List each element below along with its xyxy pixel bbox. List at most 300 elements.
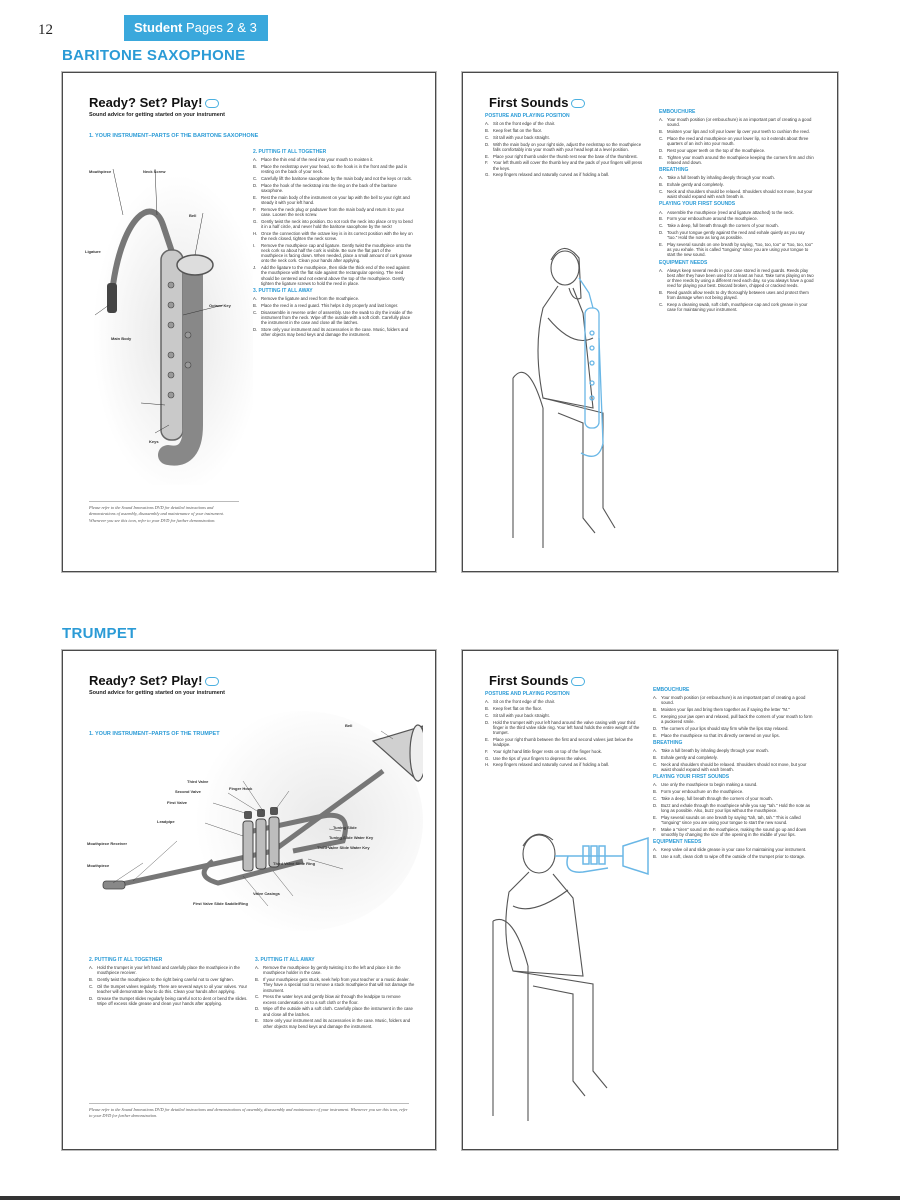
list-item-text: Make a "siren" sound on the mouthpiece, making the sound go up and down smoothly by changing the size of the opening in the middle of your lips. <box>661 826 807 837</box>
list-item-text: Store only your instrument and its accessories in the case. Music, folders and other objects may bend keys and damage the instrument. <box>263 1018 411 1029</box>
sax-technique-column <box>659 107 814 314</box>
trumpet-first-sounds-page <box>462 650 838 1150</box>
list-item <box>89 996 249 1006</box>
trumpet-ready-page <box>62 650 436 1150</box>
list-item <box>485 706 645 711</box>
page-number: 12 <box>38 22 53 38</box>
list-item-text: Grease the trumpet slides regularly being careful not to dent or bend the slides. Wipe off excess slide grease and clean your hands after applying. <box>97 996 248 1007</box>
list-item <box>485 756 645 761</box>
list-item <box>253 164 413 174</box>
list-item <box>659 268 814 289</box>
sax-posture-heading: POSTURE AND PLAYING POSITION <box>485 113 570 119</box>
sax-player-figure <box>503 238 643 558</box>
dvd-icon <box>205 99 219 108</box>
tp-label-bell: Bell <box>345 723 353 728</box>
section-list <box>659 210 814 258</box>
list-item <box>485 121 645 126</box>
list-item-text: Gently twist the mouthpiece to the right being careful not to over tighten. <box>97 977 234 983</box>
list-item <box>485 135 645 140</box>
list-item-text: Carefully lift the baritone saxophone by the main body and not the keys or rods. <box>261 176 412 181</box>
list-item-letter: F. <box>253 206 257 212</box>
list-item <box>653 733 813 738</box>
list-item-letter: B. <box>659 182 664 188</box>
sax-posture-list <box>485 121 645 177</box>
tp-together-list <box>89 965 249 1006</box>
list-item <box>485 160 645 170</box>
tp-label-mouthpiece: Mouthpiece <box>87 863 110 868</box>
list-item <box>659 223 814 228</box>
list-item-letter: C. <box>659 136 664 141</box>
tp-label-first-saddle: First Valve Slide Saddle/Ring <box>193 901 248 906</box>
list-item-text: Remove the mouthpiece cap and ligature. Gently twist the mouthpiece onto the neck cork so about half the cork is visible. Be sure the flat part of the mouthpiece is facing down. When needed, place a small amount of cork grease onto the neck cork. Clean your hands after applying. <box>261 242 413 264</box>
section-heading: PLAYING YOUR FIRST SOUNDS <box>653 774 730 781</box>
list-item-text: If your mouthpiece gets stuck, seek help from your teacher or a music dealer. They have a special tool to remove a stuck mouthpiece that will not damage the instrument. <box>263 977 415 993</box>
trumpet-parts-heading: 1. YOUR INSTRUMENT–PARTS OF THE TRUMPET <box>89 731 220 737</box>
list-item-text: Sit on the front edge of the chair. <box>493 121 556 127</box>
list-item-letter: H. <box>485 762 490 768</box>
sax-posture-column <box>485 111 645 179</box>
list-item-text: Gently twist the neck into position. Do not rock the neck into place or try to bend it in a half circle, and never hold the baritone saxophone by the neck! <box>261 218 413 229</box>
list-item-letter: E. <box>653 732 658 738</box>
list-item-letter: E. <box>659 242 664 247</box>
list-item-text: Add the ligature to the mouthpiece, then slide the thick end of the reed against the mouthpiece with the flat side against the rectangular opening. The reed should be centered and not extend above the top of the mouthpiece. Gently tighten the ligature screws to hold the reed in place. <box>261 265 410 286</box>
list-item-text: Take a deep, full breath through the corners of your mouth. <box>661 796 773 801</box>
list-item-letter: C. <box>653 761 658 767</box>
tp-label-first-valve: First Valve <box>167 800 188 805</box>
list-item-text: Place your right thumb between the first and second valves just below the leadpipe. <box>493 736 633 747</box>
list-item-text: Your left thumb will cover the thumb key and the pads of your fingers will press the keys. <box>493 160 643 171</box>
list-item-letter: A. <box>653 695 658 701</box>
list-item-text: Wipe off the outside with a soft cloth. Carefully place the instrument in the case and close all the latches. <box>263 1006 413 1017</box>
list-item <box>485 699 645 704</box>
list-item-letter: F. <box>485 160 489 166</box>
list-item-letter: B. <box>653 755 658 760</box>
list-item-letter: A. <box>253 157 258 163</box>
list-item-letter: D. <box>659 230 664 235</box>
tp-label-tuning-water-key: Tuning Slide Water Key <box>329 835 374 840</box>
section-heading: EMBOUCHURE <box>659 109 696 115</box>
list-item-letter: A. <box>659 175 664 181</box>
list-item-text: Keep valve oil and slide grease in your case for maintaining your instrument. <box>661 847 807 853</box>
tp-posture-heading: POSTURE AND PLAYING POSITION <box>485 691 570 697</box>
sax-label-main-body: Main Body <box>111 336 132 341</box>
list-item-letter: G. <box>253 218 258 224</box>
list-item <box>653 827 813 837</box>
list-item-letter: D. <box>653 726 658 731</box>
list-item <box>485 142 645 152</box>
list-item-letter: E. <box>485 153 490 159</box>
tp-technique-column <box>653 685 813 861</box>
list-item <box>485 154 645 159</box>
list-item <box>255 1006 415 1016</box>
list-item-letter: D. <box>89 996 94 1001</box>
list-item-text: Keep fingers relaxed and naturally curved as if holding a ball. <box>493 172 610 178</box>
sax-together-list <box>253 157 413 286</box>
list-item <box>485 762 645 767</box>
list-item <box>253 231 413 241</box>
list-item-text: Take a deep, full breath through the corners of your mouth. <box>667 223 779 229</box>
bottom-rule <box>0 1196 900 1200</box>
section-heading: EMBOUCHURE <box>653 687 690 693</box>
sax-label-bell: Bell <box>189 213 197 218</box>
list-item <box>253 207 413 217</box>
sax-assembly-column <box>253 147 413 339</box>
tp-dvd-note: Please refer to the Sound Innovations DVD for detailed instructions and demonstrations of assembly, disassembly and maintenance of your instrument. Whenever you see this icon, refer to your DVD for further demonstration. <box>89 1107 408 1119</box>
sax-first-sounds-page <box>462 72 838 572</box>
list-item-letter: E. <box>653 814 658 820</box>
list-item-letter: B. <box>485 706 490 711</box>
baritone-sax-drawing <box>83 155 253 485</box>
list-item-text: Place your right thumb under the thumb rest near the base of the thumbrest. <box>493 153 638 159</box>
list-item <box>653 707 813 712</box>
list-item-text: Keep a cleaning swab, soft cloth, mouthpiece cap and cork grease in your case for maintaining your instrument. <box>667 302 808 313</box>
list-item <box>253 195 413 205</box>
tp-label-valve-casings: Valve Casings <box>253 891 280 896</box>
list-item-text: Take a full breath by inhaling deeply through your mouth. <box>667 175 775 181</box>
list-item <box>485 749 645 754</box>
list-item-text: Your right hand little finger rests on top of the finger hook. <box>493 748 603 754</box>
list-item <box>253 310 413 326</box>
tp-label-finger-hook: Finger Hook <box>229 786 253 791</box>
list-item <box>659 189 814 199</box>
list-item-letter: B. <box>659 129 664 135</box>
list-item <box>653 695 813 705</box>
list-item <box>659 175 814 180</box>
list-item-letter: C. <box>659 302 664 308</box>
list-item-letter: F. <box>653 826 657 832</box>
list-item <box>253 327 413 337</box>
list-item <box>659 182 814 187</box>
list-item <box>659 148 814 153</box>
list-item-letter: G. <box>485 755 490 761</box>
list-item-letter: F. <box>485 748 489 754</box>
section-list <box>659 268 814 313</box>
list-item-letter: E. <box>255 1018 260 1024</box>
list-item <box>653 755 813 760</box>
tp-label-mouthpiece-receiver: Mouthpiece Receiver <box>87 841 128 846</box>
list-item-text: Place the reed and mouthpiece on your lower lip, so it extends about three quarters of an inch into your mouth. <box>667 136 809 147</box>
section-heading: BREATHING <box>659 167 689 174</box>
list-item-text: Remove the neck plug or padsaver from the main body and return it to your case. Loosen the neck screw. <box>261 206 405 217</box>
list-item-letter: C. <box>653 796 658 801</box>
sax-label-keys: Keys <box>149 439 159 444</box>
list-item-letter: D. <box>253 327 258 333</box>
sax-section-heading: BARITONE SAXOPHONE <box>62 47 246 64</box>
tp-posture-list <box>485 699 645 767</box>
sax-label-neck-screw: Neck Screw <box>143 169 166 174</box>
list-item-letter: B. <box>485 128 490 133</box>
baritone-sax-figure <box>83 155 253 485</box>
list-item-text: Tighten your mouth around the mouthpiece keeping the corners firm and chin relaxed and down. <box>667 154 814 165</box>
list-item <box>253 265 413 286</box>
list-item-letter: E. <box>485 736 490 742</box>
trumpet-drawing <box>93 711 423 951</box>
list-item-letter: A. <box>255 965 260 971</box>
list-item-text: Place the neckstrap over your head, so the hook is in the front and the pad is resting on the back of your neck. <box>261 164 408 175</box>
list-item-letter: C. <box>485 712 490 718</box>
list-item-letter: A. <box>89 965 94 971</box>
list-item <box>653 726 813 731</box>
list-item-text: Hold the trumpet in your left hand and carefully place the mouthpiece in the mouthpiece receiver. <box>97 965 240 976</box>
list-item-text: Use the tips of your fingers to depress the valves. <box>493 755 588 761</box>
sax-label-mouthpiece: Mouthpiece <box>89 169 112 174</box>
list-item-text: Place the hook of the neckstrap into the ring on the back of the baritone saxophone. <box>261 182 397 193</box>
list-item-text: Press the water keys and gently blow air through the leadpipe to remove excess condensation on to a soft cloth or the floor. <box>263 994 401 1005</box>
tp-together-heading: 2. PUTTING IT ALL TOGETHER <box>89 957 163 963</box>
list-item <box>89 984 249 994</box>
list-item <box>253 243 413 264</box>
list-item-letter: C. <box>89 984 94 989</box>
list-item-letter: H. <box>253 230 258 236</box>
student-pages-tab <box>124 15 268 41</box>
list-item <box>485 172 645 177</box>
list-item-letter: I. <box>253 242 256 248</box>
list-item-text: Rest your upper teeth on the top of the mouthpiece. <box>667 148 766 153</box>
list-item-text: Keep feet flat on the floor. <box>493 128 542 133</box>
list-item-text: Play several sounds on one breath by saying "tah, tah, tah." This is called "tonguing" since you are using your tongue to start the new sound. <box>661 814 801 825</box>
list-item-text: Place the mouthpiece so that it's directly centered on your lips. <box>661 732 780 738</box>
list-item <box>659 242 814 258</box>
list-item-text: Moisten your lips and bring them together as if saying the letter "M." <box>661 707 790 713</box>
list-item-text: Buzz and exhale through the mouthpiece while you say "tah." Hold the note as long as possible. Also, buzz your lips without the mouthpiece. <box>661 802 811 813</box>
list-item-text: Always keep several reeds in your case stored in reed guards. Reeds play best after they have been used for at least an hour. Take turns playing on two or three reeds by using a different reed each day, so you always have a good reed for playing your best. Discard broken, chipped or cracked reeds. <box>667 267 814 289</box>
list-item <box>253 157 413 162</box>
list-item-text: Form your embouchure around the mouthpiece. <box>667 216 759 222</box>
list-item-text: Reed guards allow reeds to dry thoroughly between uses and protect them from damage when not being played. <box>667 290 809 301</box>
list-item <box>653 748 813 753</box>
sax-ready-title-text: Ready? Set? Play! <box>89 95 203 110</box>
list-item-text: Store only your instrument and its accessories in the case. Music, folders and other objects may bend keys and damage the instrument. <box>261 327 409 338</box>
list-item-text: Touch your tongue gently against the reed and exhale quietly as you say "too." Hold the note as long as possible. <box>667 230 805 241</box>
list-item-letter: A. <box>653 782 658 788</box>
list-item-letter: C. <box>659 223 664 229</box>
list-item-text: Exhale gently and completely. <box>667 182 724 188</box>
list-item-letter: B. <box>255 977 260 983</box>
list-item <box>653 803 813 813</box>
list-item <box>255 1018 415 1028</box>
list-item-text: The corners of your lips should stay firm while the lips stay relaxed. <box>661 726 789 731</box>
list-item <box>89 977 249 982</box>
list-item <box>89 965 249 975</box>
trumpet-ready-title-text: Ready? Set? Play! <box>89 673 203 688</box>
list-item-letter: D. <box>253 182 258 188</box>
list-item-text: Sit on the front edge of the chair. <box>493 699 556 705</box>
trumpet-ready-subtitle: Sound advice for getting started on your instrument <box>89 690 225 696</box>
sax-player-drawing <box>503 238 643 558</box>
list-item-letter: A. <box>653 748 658 754</box>
list-item-text: Disassemble in reverse order of assembly. Use the swab to dry the inside of the instrument from the neck. Wipe off the outside with a soft cloth. Carefully place the instrument in the case and close all the latches. <box>261 309 413 326</box>
list-item-letter: G. <box>485 172 490 178</box>
list-item-letter: A. <box>659 267 664 273</box>
list-item-letter: J. <box>253 265 257 271</box>
list-item-text: Neck and shoulders should be relaxed. Shoulders should not move, but your waist should expand with each breath. <box>661 761 807 772</box>
list-item-text: Once the connection with the octave key is in its correct position with the key on the neck closed, tighten the neck screw. <box>261 230 413 241</box>
list-item <box>253 296 413 301</box>
list-item-text: Sit tall with your back straight. <box>493 134 550 140</box>
list-item <box>653 789 813 794</box>
tp-label-third-ring: Third Valve Slide Ring <box>273 861 316 866</box>
list-item <box>659 129 814 134</box>
trumpet-together-column <box>89 955 249 1008</box>
section-list <box>653 748 813 772</box>
list-item-letter: E. <box>659 154 664 160</box>
list-item <box>485 737 645 747</box>
list-item-letter: B. <box>653 854 658 860</box>
sax-together-heading: 2. PUTTING IT ALL TOGETHER <box>253 149 327 155</box>
sax-ready-subtitle: Sound advice for getting started on your instrument <box>89 112 225 118</box>
list-item-letter: A. <box>659 117 664 123</box>
list-item-text: Keep feet flat on the floor. <box>493 706 542 711</box>
list-item-letter: B. <box>659 216 664 222</box>
list-item-letter: A. <box>485 121 490 127</box>
list-item <box>659 302 814 312</box>
list-item-text: With the main body on your right side, adjust the neckstrap so the mouthpiece falls comfortably into your mouth with your head kept at a level position. <box>493 141 642 152</box>
sax-away-list <box>253 296 413 337</box>
list-item <box>659 210 814 215</box>
list-item <box>659 230 814 240</box>
list-item-text: Exhale gently and completely. <box>661 755 718 760</box>
list-item-letter: C. <box>485 134 490 140</box>
section-heading: EQUIPMENT NEEDS <box>653 839 702 846</box>
list-item-letter: D. <box>485 719 490 725</box>
list-item-letter: B. <box>253 164 258 169</box>
tp-label-third-valve: Third Valve <box>187 779 209 784</box>
list-item-letter: C. <box>253 309 258 315</box>
list-item-text: Remove the mouthpiece by gently twisting it to the left and place it in the mouthpiece holder in the case. <box>263 965 401 976</box>
tab-strong-label: Student <box>134 20 183 35</box>
tp-label-tuning-slide: Tuning Slide <box>333 825 357 830</box>
list-item-letter: B. <box>89 977 94 983</box>
tp-away-list <box>255 965 415 1029</box>
list-item <box>485 720 645 736</box>
list-item <box>255 994 415 1004</box>
section-heading: BREATHING <box>653 740 683 746</box>
list-item-text: Your mouth position (or embouchure) is an important part of creating a good sound. <box>667 117 812 128</box>
list-item-letter: B. <box>653 707 658 713</box>
list-item-text: Remove the ligature and reed from the mouthpiece. <box>261 296 360 302</box>
list-item-text: Rest the main body of the instrument on your lap with the bell to your right and steady it with your left hand. <box>261 194 410 205</box>
sax-label-ligature: Ligature <box>85 249 101 254</box>
list-item-text: Place the reed in a reed guard. This helps it dry properly and last longer. <box>261 303 399 309</box>
list-item <box>653 714 813 724</box>
list-item-text: Place the thin end of the reed into your mouth to moisten it. <box>261 157 374 163</box>
tp-first-sounds-title-text: First Sounds <box>489 673 569 688</box>
list-item-text: Use a soft, clean cloth to wipe off the outside of the trumpet prior to storage. <box>661 854 806 860</box>
tab-pages-label: Pages 2 & 3 <box>182 20 257 35</box>
list-item <box>485 713 645 718</box>
list-item <box>255 977 415 993</box>
list-item-letter: A. <box>659 209 664 215</box>
list-item <box>659 155 814 165</box>
list-item-letter: B. <box>653 789 658 795</box>
list-item <box>659 117 814 127</box>
list-item-text: Oil the trumpet valves regularly. There are several ways to oil your valves. Your teacher will demonstrate how to do this. Clean your hands after applying. <box>97 984 248 995</box>
list-item-text: Take a full breath by inhaling deeply through your mouth. <box>661 748 769 754</box>
list-item <box>653 796 813 801</box>
sax-ready-page <box>62 72 436 572</box>
list-item-letter: D. <box>659 148 664 153</box>
sax-dvd-note: Please refer to the Sound Innovations DVD for detailed instructions and demonstrations of assembly, disassembly and maintenance of your instrument. Whenever you see this icon, refer to your DVD for further demonstration. <box>89 505 224 523</box>
dvd-icon <box>571 677 585 686</box>
list-item <box>653 782 813 787</box>
list-item-text: Sit tall with your back straight. <box>493 712 550 718</box>
section-list <box>653 695 813 738</box>
list-item-letter: D. <box>255 1006 260 1012</box>
tp-label-leadpipe: Leadpipe <box>157 819 175 824</box>
sax-ready-title <box>89 95 219 110</box>
sax-parts-heading: 1. YOUR INSTRUMENT–PARTS OF THE BARITONE SAXOPHONE <box>89 133 259 139</box>
list-item <box>659 136 814 146</box>
section-list <box>659 117 814 165</box>
list-item <box>653 762 813 772</box>
list-item <box>253 176 413 181</box>
section-list <box>659 175 814 199</box>
list-item <box>485 128 645 133</box>
sax-label-octave-key: Octave Key <box>209 303 231 308</box>
list-item-text: Moisten your lips and roll your lower lip over your teeth to cushion the reed. <box>667 129 810 135</box>
list-item-letter: A. <box>253 296 258 302</box>
list-item <box>659 216 814 221</box>
list-item-letter: C. <box>255 994 260 1000</box>
list-item <box>653 847 813 852</box>
list-item-letter: D. <box>653 802 658 808</box>
section-list <box>653 847 813 859</box>
list-item <box>659 290 814 300</box>
list-item-letter: C. <box>659 189 664 194</box>
tp-posture-column <box>485 689 645 769</box>
trumpet-section-heading: TRUMPET <box>62 625 137 642</box>
trumpet-ready-title <box>89 673 219 688</box>
trumpet-player-figure <box>473 826 653 1126</box>
section-heading: PLAYING YOUR FIRST SOUNDS <box>659 201 736 208</box>
tp-label-third-water-key: Third Valve Slide Water Key <box>317 845 370 850</box>
list-item-text: Neck and shoulders should be relaxed. Shoulders should not move, but your waist should expand with each breath in. <box>667 189 813 200</box>
list-item-letter: C. <box>653 714 658 719</box>
list-item-text: Use only the mouthpiece to begin making a sound. <box>661 782 758 788</box>
list-item-text: Form your embouchure on the mouthpiece. <box>661 789 744 795</box>
list-item <box>253 183 413 193</box>
list-item-text: Hold the trumpet with your left hand around the valve casing with your third finger in the third valve slide ring. Your left hand holds the entire weight of the trumpet. <box>493 719 640 735</box>
list-item-text: Keeping your jaw open and relaxed, pull back the corners of your mouth to form a puckered smile. <box>661 714 813 725</box>
trumpet-player-drawing <box>473 826 653 1126</box>
list-item-text: Your mouth position (or embouchure) is an important part of creating a good sound. <box>661 695 806 706</box>
section-list <box>653 782 813 837</box>
sax-away-heading: 3. PUTTING IT ALL AWAY <box>253 288 313 295</box>
sax-first-sounds-title-text: First Sounds <box>489 95 569 110</box>
list-item <box>253 219 413 229</box>
dvd-icon <box>205 677 219 686</box>
list-item <box>653 854 813 859</box>
list-item-text: Keep fingers relaxed and naturally curved as if holding a ball. <box>493 762 610 768</box>
note-divider <box>89 501 239 502</box>
list-item-letter: B. <box>659 290 664 296</box>
list-item-text: Play several sounds on one breath by saying, "too, too, too" or "too, too, too" as you exhale. This is called "tonguing" since you are using your tongue to start the new sound. <box>667 242 813 258</box>
sax-first-sounds-title <box>489 95 585 110</box>
tp-label-second-valve: Second Valve <box>175 789 201 794</box>
list-item-letter: B. <box>253 303 258 309</box>
list-item-text: Assemble the mouthpiece (reed and ligature attached) to the neck. <box>667 209 794 215</box>
list-item-letter: D. <box>485 141 490 147</box>
list-item <box>653 815 813 825</box>
list-item-letter: E. <box>253 194 258 200</box>
note-divider <box>89 1103 409 1104</box>
trumpet-away-column <box>255 955 415 1030</box>
list-item <box>255 965 415 975</box>
list-item-letter: A. <box>653 847 658 853</box>
tp-away-heading: 3. PUTTING IT ALL AWAY <box>255 957 315 963</box>
list-item-letter: C. <box>253 176 258 181</box>
list-item-letter: A. <box>485 699 490 705</box>
